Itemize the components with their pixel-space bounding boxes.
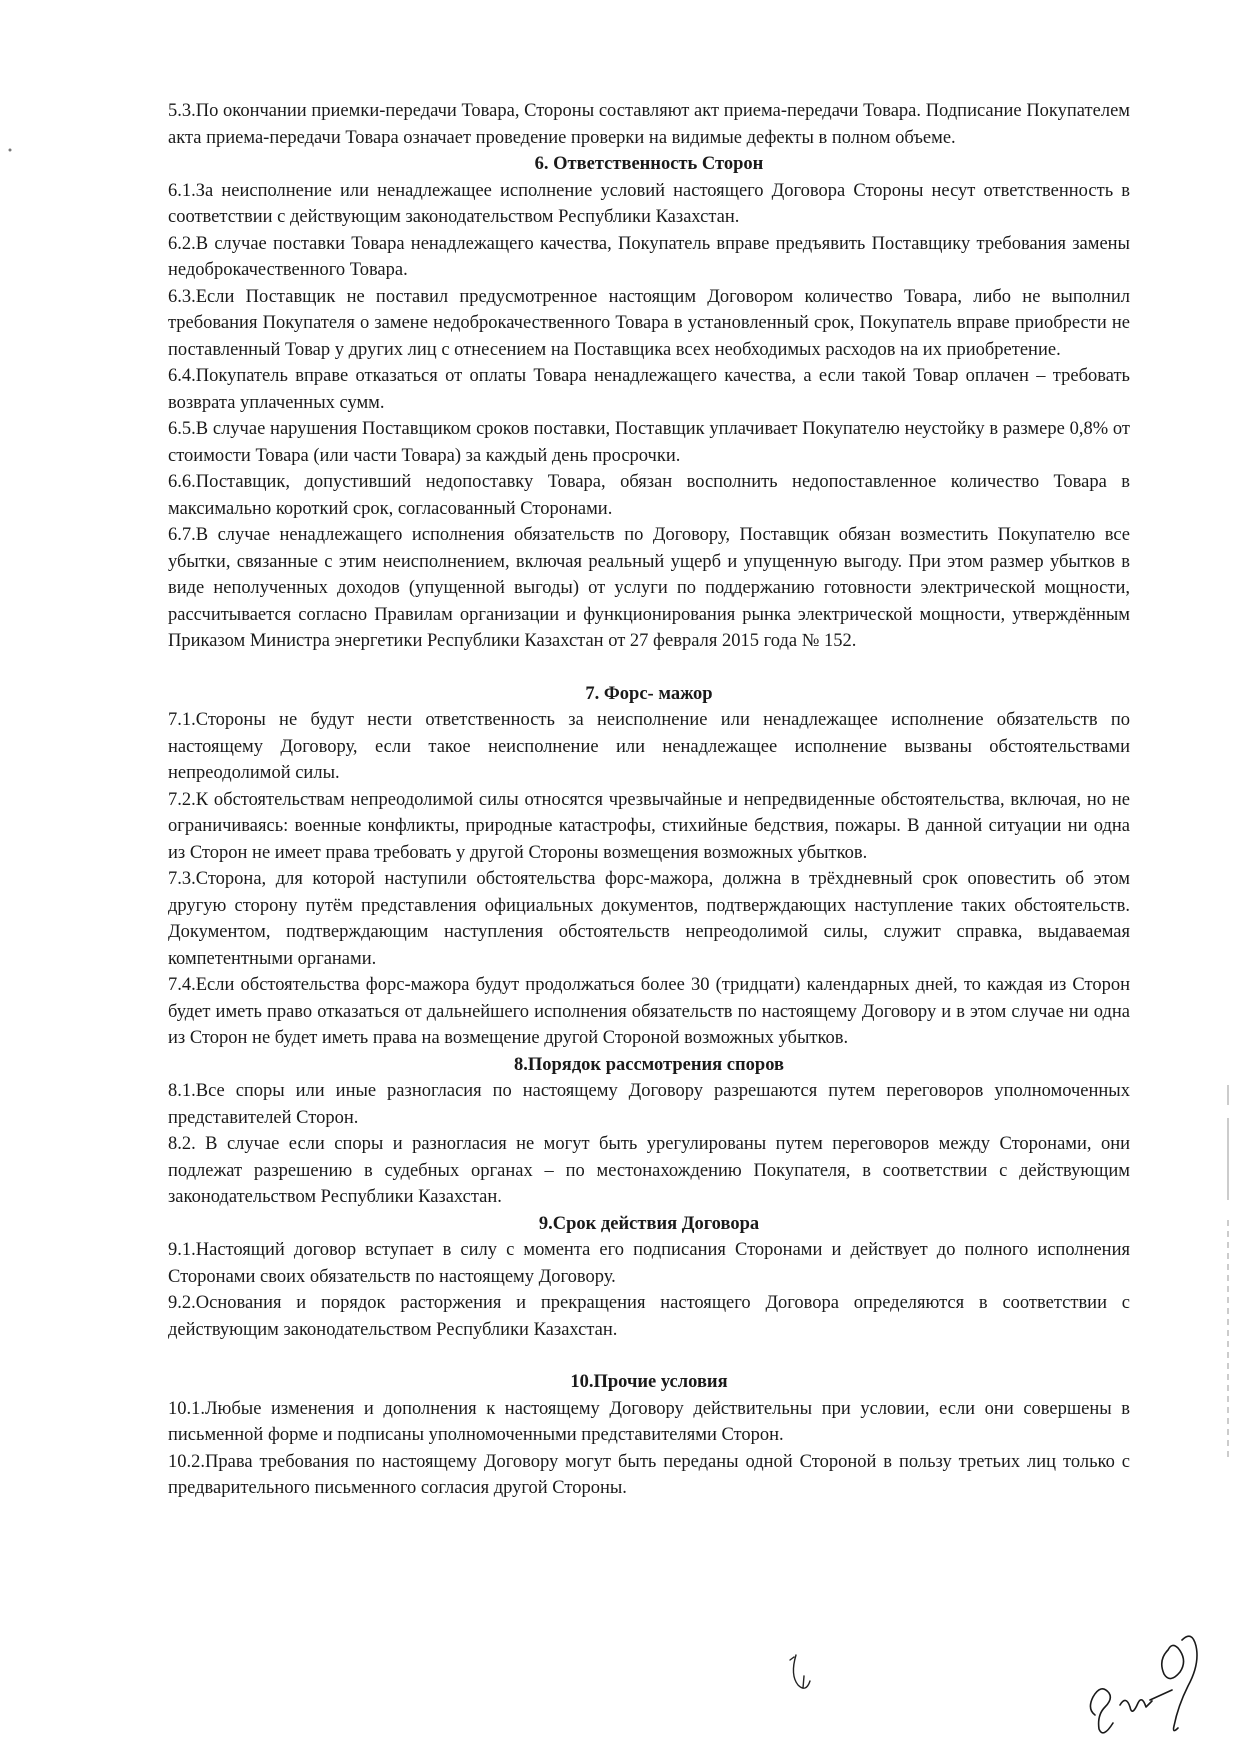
clause-10-1: 10.1.Любые изменения и дополнения к настоящему Договору действительны при условии, если они совершены в письменной форме и подписаны уполномоченными представителями Сторон. [168, 1398, 1130, 1445]
section-8-title: 8.Порядок рассмотрения споров [514, 1054, 784, 1075]
initials-mark [790, 1655, 810, 1688]
clause-6-4: 6.4.Покупатель вправе отказаться от оплаты Товара ненадлежащего качества, а если такой Товар оплачен – требовать возврата уплаченных сумм. [168, 366, 1130, 413]
section-10-title: 10.Прочие условия [570, 1372, 728, 1392]
spacer [168, 1343, 1130, 1369]
clause-6-2: 6.2.В случае поставки Товара ненадлежащего качества, Покупатель вправе предъявить Поставщику требования замены недоброкачественного Товара. [168, 233, 1130, 280]
clause-7-2: 7.2.К обстоятельствам непреодолимой силы относятся чрезвычайные и непредвиденные обстоятельства, включая, но не ограничиваясь: военные конфликты, природные катастрофы, стихийные бедствия, пожары. В данной ситуации ни одна из Сторон не имеет права требовать у другой Стороны возмещения возможных убытков. [168, 789, 1130, 863]
clause-7-4: 7.4.Если обстоятельства форс-мажора будут продолжаться более 30 (тридцати) календарных дней, то каждая из Сторон будет иметь право отказаться от дальнейшего исполнения обязательств по настоящему Договору и в этом случае ни одна из Сторон не будет иметь права на возмещение другой Стороной возможных убытков. [168, 975, 1130, 1048]
clause-7-1: 7.1.Стороны не будут нести ответственность за неисполнение или ненадлежащее исполнение обязательств по настоящему Договору, если такое неисполнение или ненадлежащее исполнение вызваны обстоятельствами непреодолимой силы. [168, 710, 1130, 783]
clause-6-7: 6.7.В случае ненадлежащего исполнения обязательств по Договору, Поставщик обязан возместить Покупателю все убытки, связанные с этим неисполнением, включая реальный ущерб и упущенную выгоду. При этом размер убытков в виде неполученных доходов (упущенной выгоды) от услуги по поддержанию готовности электрической мощности, рассчитывается согласно Правилам организации и функционирования рынка электрической мощности, утверждённым Приказом Министра энергетики Республики Казахстан от 27 февраля 2015 года № 152. [168, 525, 1130, 651]
section-7-title: 7. Форс- мажор [585, 683, 713, 704]
clause-9-2: 9.2.Основания и порядок расторжения и прекращения настоящего Договора определяются в соответствии с действующим законодательством Республики Казахстан. [168, 1293, 1130, 1340]
document-page [168, 98, 1130, 1502]
section-6-title: 6. Ответственность Сторон [534, 154, 764, 174]
clause-10-2: 10.2.Права требования по настоящему Договору могут быть переданы одной Стороной в пользу третьих лиц только с предварительного письменного согласия другой Стороны. [168, 1451, 1130, 1498]
clause-6-3: 6.3.Если Поставщик не поставил предусмотренное настоящим Договором количество Товара, либо не выполнил требования Покупателя о замене недоброкачественного Товара в установленный срок, Покупатель вправе приобрести не поставленный Товар у других лиц с отнесением на Поставщика всех необходимых расходов на их приобретение. [168, 286, 1130, 360]
clause-6-6: 6.6.Поставщик, допустивший недопоставку Товара, обязан восполнить недопоставленное количество Товара в максимально короткий срок, согласованный Сторонами. [168, 472, 1130, 519]
clause-8-2: 8.2. В случае если споры и разногласия не могут быть урегулированы путем переговоров между Сторонами, они подлежат разрешению в судебных органах – по местонахождению Покупателя, в соответствии с действующим законодательством Республики Казахстан. [168, 1134, 1130, 1207]
clause-8-1: 8.1.Все споры или иные разногласия по настоящему Договору разрешаются путем переговоров уполномоченных представителей Сторон. [168, 1081, 1130, 1128]
scan-dot [9, 149, 12, 152]
clause-9-1: 9.1.Настоящий договор вступает в силу с момента его подписания Сторонами и действует до полного исполнения Сторонами своих обязательств по настоящему Договору. [168, 1240, 1130, 1287]
clause-6-1: 6.1.За неисполнение или ненадлежащее исполнение условий настоящего Договора Стороны несут ответственность в соответствии с действующим законодательством Республики Казахстан. [168, 180, 1130, 227]
clause-5-3: 5.3.По окончании приемки-передачи Товара, Стороны составляют акт приема-передачи Товара. Подписание Покупателем акта приема-передачи Товара означает проведение проверки на видимые дефекты в полном объеме. [168, 101, 1130, 148]
spacer [168, 655, 1130, 681]
section-9-title: 9.Срок действия Договора [538, 1213, 760, 1234]
clause-7-3: 7.3.Сторона, для которой наступили обстоятельства форс-мажора, должна в трёхдневный срок оповестить об этом другую сторону путём представления официальных документов, подтверждающих наступление таких обстоятельств. Документом, подтверждающим наступления обстоятельств непреодолимой силы, служит справка, выдаваемая компетентными органами. [168, 869, 1130, 969]
signature [1090, 1636, 1197, 1733]
clause-6-5: 6.5.В случае нарушения Поставщиком сроков поставки, Поставщик уплачивает Покупателю неустойку в размере 0,8% от стоимости Товара (или части Товара) за каждый день просрочки. [168, 419, 1130, 466]
